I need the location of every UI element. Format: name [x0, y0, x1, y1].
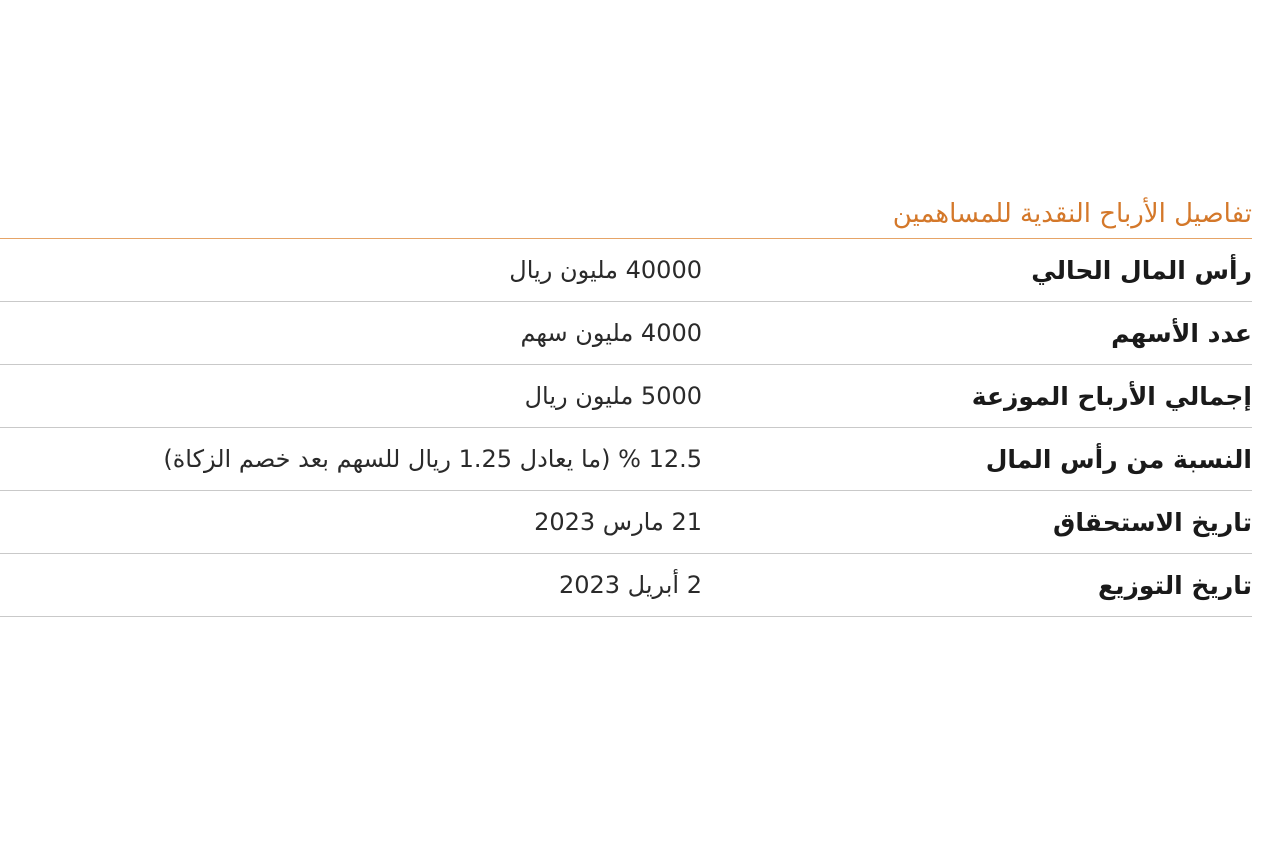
row-label: رأس المال الحالي [1031, 255, 1252, 285]
details-table [0, 239, 1252, 617]
row-value: 12.5 % (ما يعادل 1.25 ريال للسهم بعد خصم الزكاة) [163, 445, 702, 473]
table-row [0, 554, 1252, 617]
table-row [0, 239, 1252, 302]
row-label: إجمالي الأرباح الموزعة [971, 381, 1252, 411]
row-label: تاريخ الاستحقاق [1053, 507, 1252, 537]
row-value: 2 أبريل 2023 [558, 571, 702, 599]
table-row [0, 302, 1252, 365]
row-label: النسبة من رأس المال [985, 444, 1252, 474]
row-label: عدد الأسهم [1111, 318, 1252, 348]
row-value: 4000 مليون سهم [520, 319, 702, 347]
table-row [0, 365, 1252, 428]
row-label: تاريخ التوزيع [1098, 570, 1252, 600]
row-value: 21 مارس 2023 [534, 508, 702, 536]
table-row [0, 428, 1252, 491]
dividend-details-panel [0, 190, 1252, 617]
row-value: 40000 مليون ريال [509, 256, 702, 284]
table-row [0, 491, 1252, 554]
row-value: 5000 مليون ريال [524, 382, 702, 410]
section-title: تفاصيل الأرباح النقدية للمساهمين [0, 190, 1252, 239]
